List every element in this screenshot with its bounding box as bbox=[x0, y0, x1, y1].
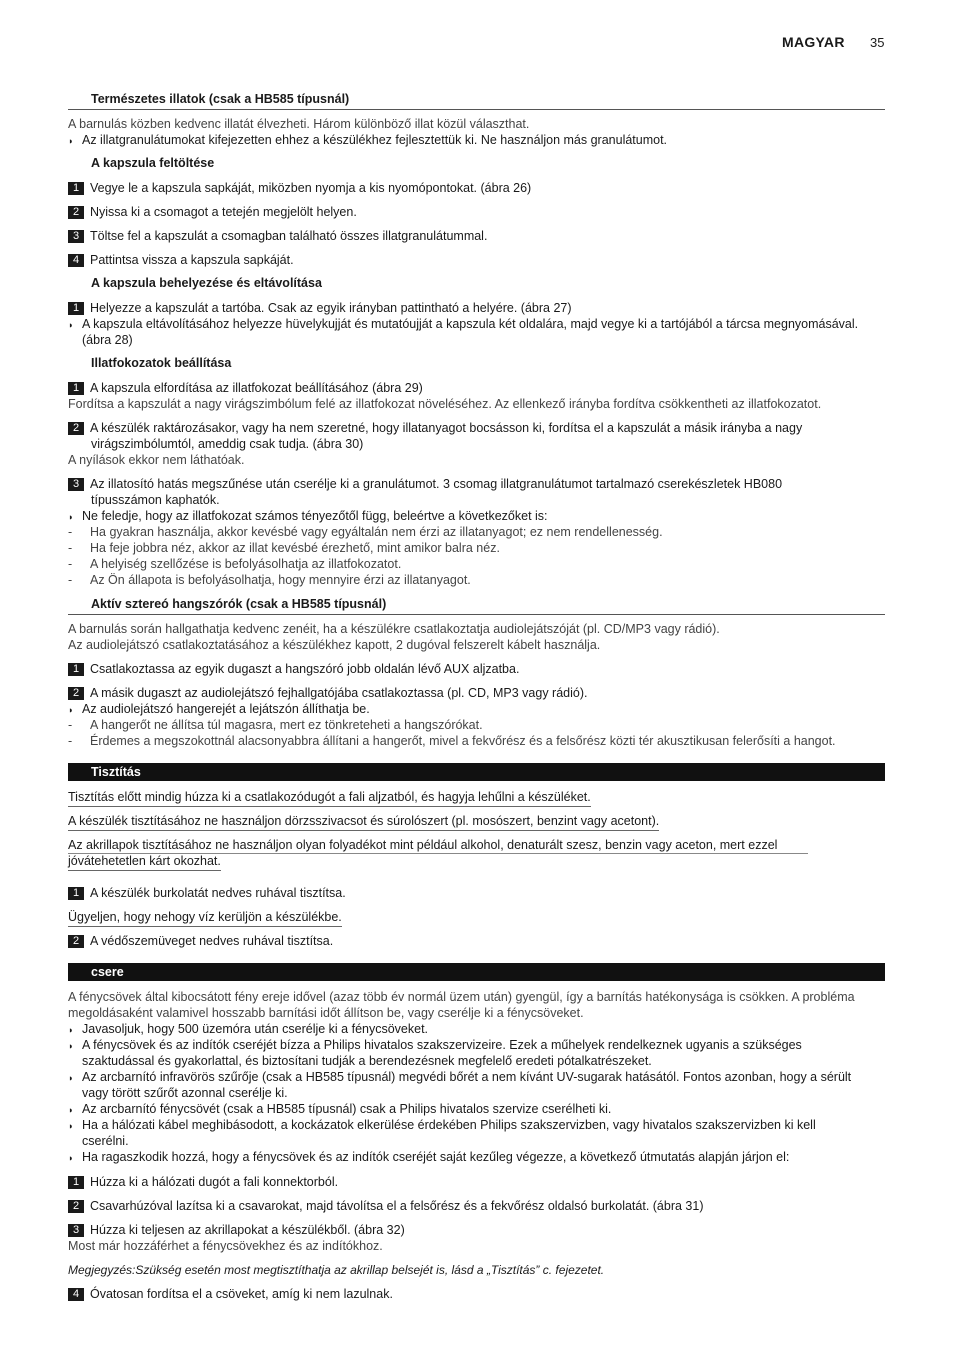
bullet-icon: ◗ bbox=[68, 1105, 74, 1115]
bullet-icon: ◗ bbox=[68, 1121, 74, 1131]
step-item: 3 Húzza ki teljesen az akrillapokat a készülékből. (ábra 32) bbox=[68, 1222, 405, 1238]
dash-item: - Ha feje jobbra néz, akkor az illat kevésbé érezhető, mint amikor balra néz. bbox=[68, 541, 500, 555]
warning-text: Tisztítás előtt mindig húzza ki a csatlakozódugót a fali aljzatból, és hagyja lehűlni a készüléket. bbox=[68, 789, 591, 807]
bullet-item: ◗ Ne feledje, hogy az illatfokozat számos tényezőtől függ, beleértve a következőket is: bbox=[68, 509, 548, 523]
bullet-icon: ◗ bbox=[68, 320, 74, 330]
dash-item: - A hangerőt ne állítsa túl magasra, mert ez tönkreteheti a hangszórókat. bbox=[68, 718, 483, 732]
bullet-item: ◗ Az arcbarnító fénycsövét (csak a HB585 típusnál) csak a Philips hivatalos szervize cserélheti ki. bbox=[68, 1102, 612, 1116]
paragraph: A barnulás közben kedvenc illatát élvezheti. Három különböző illat közül választhat. bbox=[68, 117, 530, 131]
bullet-continuation: cserélni. bbox=[82, 1134, 129, 1148]
step-item: 3 Az illatosító hatás megszűnése után cserélje ki a granulátumot. 3 csomag illatgranulátumot tartalmazó cserekészletek HB080 bbox=[68, 476, 782, 492]
bullet-item: ◗ Ha ragaszkodik hozzá, hogy a fénycsövek és az indítók cseréjét saját kezűleg végezze, a következő útmutatás alapján járjon el: bbox=[68, 1150, 790, 1164]
page-number: 35 bbox=[870, 35, 885, 50]
section-bar-cleaning: Tisztítás bbox=[68, 763, 885, 781]
dash-item: - A helyiség szellőzése is befolyásolhatja az illatfokozatot. bbox=[68, 557, 402, 571]
section-title-natural-scents: Természetes illatok (csak a HB585 típusnál) bbox=[91, 92, 350, 106]
step-continuation: virágszimbólumtól, ameddig csak tudja. (ábra 30) bbox=[91, 437, 364, 451]
section-rule bbox=[68, 109, 885, 110]
step-item: 1 Csatlakoztassa az egyik dugaszt a hangszóró jobb oldalán lévő AUX aljzatba. bbox=[68, 661, 519, 677]
bullet-item: ◗ Az illatgranulátumokat kifejezetten ehhez a készülékhez fejlesztettük ki. Ne használjon más granulátumot. bbox=[68, 133, 668, 147]
paragraph: Fordítsa a kapszulát a nagy virágszimbólum felé az illatfokozat növeléséhez. Az ellenkező irányba fordítva csökkentheti az illatfokozatot. bbox=[68, 397, 822, 411]
step-item: 1 Helyezze a kapszulát a tartóba. Csak az egyik irányban pattintható a helyére. (ábra 27) bbox=[68, 300, 572, 316]
bullet-icon: ◗ bbox=[68, 1025, 74, 1035]
step-continuation: típusszámon kaphatók. bbox=[91, 493, 220, 507]
bullet-icon: ◗ bbox=[68, 705, 74, 715]
step-item: 4 Óvatosan fordítsa el a csöveket, amíg ki nem lazulnak. bbox=[68, 1286, 393, 1302]
paragraph: megoldásaként valamivel hosszabb barnítási időt állítson be, vagy cserélje ki a fénycsöveket. bbox=[68, 1006, 584, 1020]
step-item: 2 Csavarhúzóval lazítsa ki a csavarokat, majd távolítsa el a felsőrész és a fekvőrész oldalsó burkolatát. (ábra 31) bbox=[68, 1198, 703, 1214]
bullet-icon: ◗ bbox=[68, 136, 74, 146]
step-item: 3 Töltse fel a kapszulát a csomagban található összes illatgranulátummal. bbox=[68, 228, 487, 244]
paragraph: A barnulás során hallgathatja kedvenc zenéit, ha a készülékre csatlakoztatja audiolejátszóját (pl. CD/MP3 vagy rádió). bbox=[68, 622, 720, 636]
bullet-item: ◗ Ha a hálózati kábel meghibásodott, a kockázatok elkerülése érdekében Philips szakszervizben, vagy hivatalos szakszervizben ki kell bbox=[68, 1118, 816, 1132]
dash-item: - Az Ön állapota is befolyásolhatja, hogy mennyire érzi az illatanyagot. bbox=[68, 573, 471, 587]
warning-text: Ügyeljen, hogy nehogy víz kerüljön a készülékbe. bbox=[68, 909, 342, 927]
dash-item: - Ha gyakran használja, akkor kevésbé vagy egyáltalán nem érzi az illatanyagot; ez nem rendellenesség. bbox=[68, 525, 663, 539]
paragraph: Az audiolejátszó csatlakoztatásához a készülékhez kapott, 2 dugóval felszerelt kábelt használja. bbox=[68, 638, 601, 652]
section-rule bbox=[68, 614, 885, 615]
bullet-icon: ◗ bbox=[68, 1073, 74, 1083]
bullet-item: ◗ Az arcbarnító infravörös szűrője (csak a HB585 típusnál) megvédi bőrét a nem kívánt UV-sugarak hatásától. Fontos azonban, hogy a sérült bbox=[68, 1070, 852, 1084]
step-item: 1 A kapszula elfordítása az illatfokozat beállításához (ábra 29) bbox=[68, 380, 423, 396]
subsection-title-levels: Illatfokozatok beállítása bbox=[91, 356, 232, 370]
paragraph: Most már hozzáférhet a fénycsövekhez és az indítókhoz. bbox=[68, 1239, 383, 1253]
warning-text: A készülék tisztításához ne használjon dörzsszivacsot és súrolószert (pl. mosószert, benzint vagy acetont). bbox=[68, 813, 659, 831]
bullet-item: ◗ A fénycsövek és az indítók cseréjét bízza a Philips hivatalos szakszervizeire. Ezek a műhelyek rendelkeznek ugyanis a szükséges bbox=[68, 1038, 802, 1052]
section-title-speakers: Aktív sztereó hangszórók (csak a HB585 típusnál) bbox=[91, 597, 387, 611]
bullet-continuation: (ábra 28) bbox=[82, 333, 133, 347]
bullet-item: ◗ Javasoljuk, hogy 500 üzemóra után cserélje ki a fénycsöveket. bbox=[68, 1022, 429, 1036]
bullet-icon: ◗ bbox=[68, 1153, 74, 1163]
step-item: 2 A védőszemüveget nedves ruhával tisztítsa. bbox=[68, 933, 333, 949]
subsection-title-insert: A kapszula behelyezése és eltávolítása bbox=[91, 276, 322, 290]
language-label: MAGYAR bbox=[782, 34, 845, 50]
step-item: 2 A készülék raktározásakor, vagy ha nem szeretné, hogy illatanyagot bocsásson ki, fordítsa el a kapszulát a másik irányba a nagy bbox=[68, 420, 802, 436]
bullet-item: ◗ A kapszula eltávolításához helyezze hüvelykujját és mutatóujját a kapszula két oldalára, majd vegye ki a tartójából a tárcsa megnyomásával. bbox=[68, 317, 859, 331]
subsection-title-fill: A kapszula feltöltése bbox=[91, 156, 215, 170]
step-item: 1 Vegye le a kapszula sapkáját, miközben nyomja a kis nyomópontokat. (ábra 26) bbox=[68, 180, 531, 196]
warning-text: Az akrillapok tisztításához ne használjon olyan folyadékot mint például alkohol, denaturált szesz, benzin vagy aceton, mert ezzel bbox=[68, 838, 778, 852]
step-item: 4 Pattintsa vissza a kapszula sapkáját. bbox=[68, 252, 294, 268]
paragraph: A fénycsövek által kibocsátott fény ereje idővel (azaz több év normál üzem után) gyengül, így a barnítás hatékonysága is csökken. A probléma bbox=[68, 990, 855, 1004]
paragraph: A nyílások ekkor nem láthatóak. bbox=[68, 453, 245, 467]
bullet-continuation: vagy törött szűrőt azonnal cserélje ki. bbox=[82, 1086, 288, 1100]
section-bar-replacement: csere bbox=[68, 963, 885, 981]
bullet-icon: ◗ bbox=[68, 1041, 74, 1051]
bullet-icon: ◗ bbox=[68, 512, 74, 522]
bullet-item: ◗ Az audiolejátszó hangerejét a lejátszón állíthatja be. bbox=[68, 702, 370, 716]
note-text: Megjegyzés:Szükség esetén most megtisztíthatja az akrillap belsejét is, lásd a „Tisztítás” c. fejezetet. bbox=[68, 1263, 605, 1277]
bullet-continuation: szaktudással és gyakorlattal, és biztosítani tudják a berendezésnek megfelelő eredeti pótalkatrészeket. bbox=[82, 1054, 652, 1068]
step-item: 2 A másik dugaszt az audiolejátszó fejhallgatójába csatlakoztassa (pl. CD, MP3 vagy rádió). bbox=[68, 685, 587, 701]
step-item: 1 Húzza ki a hálózati dugót a fali konnektorból. bbox=[68, 1174, 338, 1190]
dash-item: - Érdemes a megszokottnál alacsonyabbra állítani a hangerőt, mivel a fekvőrész és a felsőrész közti tér akusztikusan felerősíti a hangot. bbox=[68, 734, 836, 748]
warning-text: jóvátehetetlen kárt okozhat. bbox=[68, 853, 221, 871]
step-item: 1 A készülék burkolatát nedves ruhával tisztítsa. bbox=[68, 885, 346, 901]
step-item: 2 Nyissa ki a csomagot a tetején megjelölt helyen. bbox=[68, 204, 357, 220]
